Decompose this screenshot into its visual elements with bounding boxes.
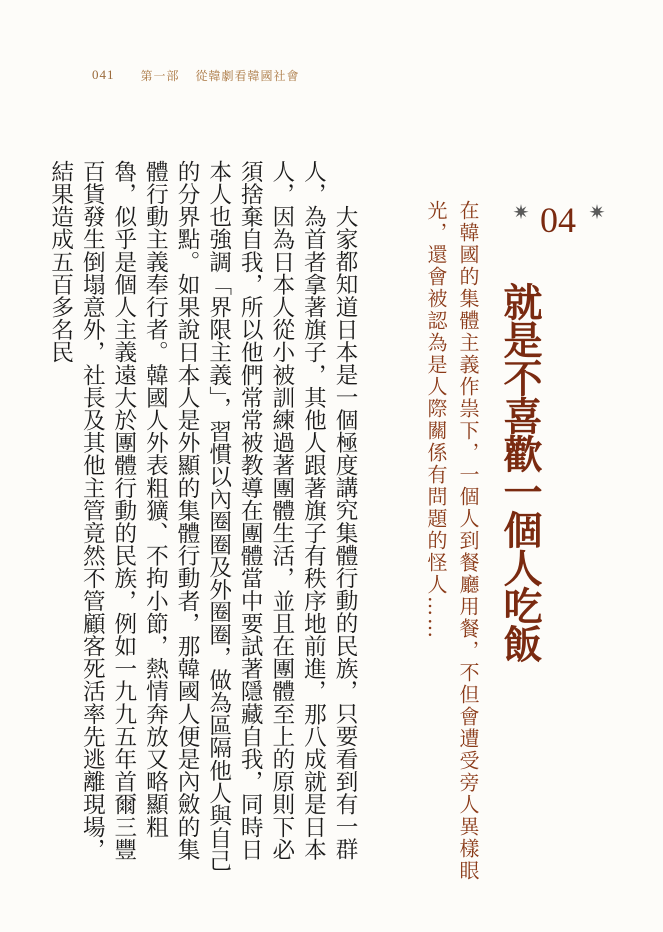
part-label: 第一部	[140, 68, 180, 83]
body-paragraph: 大家都知道日本是一個極度講究集體行動的民族，只要看到有一群人，為首者拿著旗子，其他人跟著旗子有秩序地前進，那八成就是日本人，因為日本人從小被訓練過著團體生活，並且在團體至上的原則下必須捨棄自我，所以他們常常被教導在團體當中要試著隱藏自我，同時日本人也強調「界限主義」，習慣以內圈圈及外圈圈，做為區隔他人與自己的分界點。如果說日本人是外顯的集體行動者，那韓國人便是內斂的集體行動主義奉行者。韓國人外表粗獷、不拘小節，熱情奔放又略顯粗魯，似乎是個人主義遠大於團體行動的民族，例如一九九五年首爾三豐百貨發生倒塌意外，社長及其他主管竟然不管顧客死活率先逃離現場，結果造成五百多名民	[47, 160, 358, 872]
running-header	[92, 66, 300, 84]
subtitle-line: 在韓國的集體主義作祟下，一個人到餐廳用餐，不但會遭受旁人異樣眼	[456, 200, 480, 882]
chapter-title: 就是不喜歡一個人吃飯	[497, 282, 543, 662]
body-text	[47, 160, 360, 880]
chapter-number-block	[500, 200, 616, 240]
asterisk-ornament-icon: ✷	[585, 200, 607, 224]
page-number: 041	[92, 67, 115, 82]
subtitle-line: 光，還會被認為是人際關係有問題的怪人……	[424, 200, 448, 640]
chapter-number: 04	[540, 200, 576, 240]
asterisk-ornament-icon: ✷	[509, 200, 531, 224]
part-title: 從韓劇看韓國社會	[195, 68, 300, 83]
chapter-subtitle	[420, 200, 484, 882]
